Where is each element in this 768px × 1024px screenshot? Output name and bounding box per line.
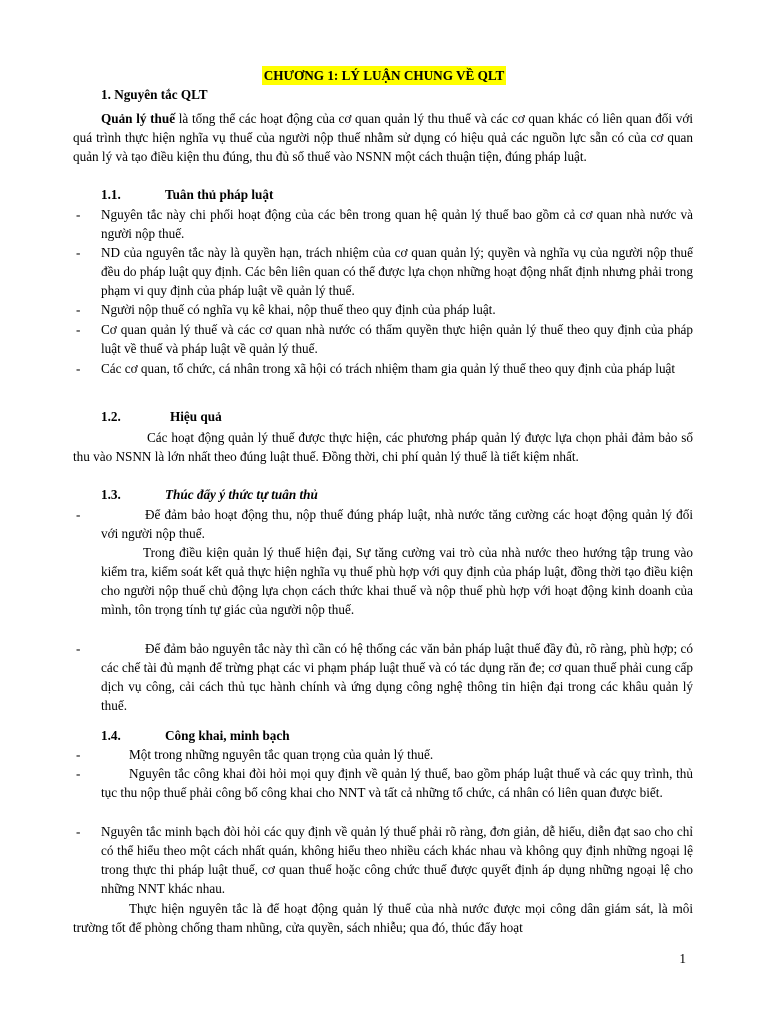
- list-item: [73, 205, 693, 243]
- section-1-3-paragraph: Trong điều kiện quản lý thuế hiện đại, Sự tăng cường vai trò của nhà nước theo hướng tập trung vào kiểm tra, kiểm soát kết quả thực hiện nghĩa vụ thuế phù hợp với quy định của pháp luật, đồng thời tạo điều kiện cho người nộp thuế chủ động lựa chọn cách thức khai thuế và nộp thuế phù hợp với hoạt động kinh doanh của mình, tôn trọng tính tự giác của người nộp thuế.: [101, 545, 693, 617]
- bullet-dash: -: [76, 302, 81, 317]
- list-item: [73, 822, 693, 898]
- section-1-2-heading: [101, 407, 721, 426]
- section-number: 1.1.: [101, 187, 121, 202]
- section-title: Hiệu quả: [170, 409, 222, 424]
- section-1-2-paragraph: Các hoạt động quản lý thuế được thực hiện, các phương pháp quản lý được lựa chọn phải đảm bảo số thu vào NSNN là lớn nhất theo đúng luật thuế. Đồng thời, chi phí quản lý thuế là tiết kiệm nhất.: [73, 430, 693, 464]
- list-item: [73, 505, 693, 543]
- list-item-text: Người nộp thuế có nghĩa vụ kê khai, nộp thuế theo quy định của pháp luật.: [101, 302, 496, 317]
- list-item: [73, 320, 693, 358]
- page-number: 1: [679, 951, 686, 966]
- chapter-title: CHƯƠNG 1: LÝ LUẬN CHUNG VỀ QLT: [263, 68, 505, 83]
- intro-bold-term: Quản lý thuế: [101, 111, 176, 126]
- bullet-dash: -: [76, 245, 81, 260]
- list-item: [73, 764, 693, 802]
- section-title: Thúc đẩy ý thức tự tuân thủ: [165, 487, 318, 502]
- section-title: Công khai, minh bạch: [165, 728, 290, 743]
- chapter-title-wrap: [0, 66, 768, 85]
- list-item: [73, 359, 693, 378]
- section-1-4-final-paragraph: Thực hiện nguyên tắc là để hoạt động quản lý thuế của nhà nước được mọi công dân giám sát, là môi trường tốt để phòng chống tham nhũng, cửa quyền, sách nhiễu; qua đó, thúc đẩy hoạt: [73, 901, 693, 935]
- list-item: [73, 243, 693, 300]
- section-1-1-heading: [101, 185, 721, 204]
- list-item-text: ND của nguyên tắc này là quyền hạn, trách nhiệm của cơ quan quản lý; quyền và nghĩa vụ của người nộp thuế đều do pháp luật quy định. Các bên liên quan có thể được lựa chọn những hoạt động nhất định nhưng phải trong phạm vi quy định của pháp luật về quản lý thuế.: [101, 245, 693, 298]
- list-item-text: Các cơ quan, tổ chức, cá nhân trong xã hội có trách nhiệm tham gia quản lý thuế theo quy định của pháp luật: [101, 361, 676, 376]
- list-item-text: Nguyên tắc này chi phối hoạt động của các bên trong quan hệ quản lý thuế bao gồm cả cơ quan nhà nước và người nộp thuế.: [101, 207, 693, 241]
- list-item-text: Nguyên tắc công khai đòi hỏi mọi quy định về quản lý thuế, bao gồm pháp luật thuế và các quy trình, thủ tục thu nộp thuế phải công bố công khai cho NNT và tất cả những tổ chức, cá nhân có liên quan được biết.: [101, 766, 693, 800]
- list-item: [73, 300, 693, 319]
- list-item-text: Một trong những nguyên tắc quan trọng của quản lý thuế.: [129, 747, 434, 762]
- bullet-dash: -: [76, 641, 81, 656]
- bullet-dash: -: [76, 361, 81, 376]
- bullet-dash: -: [76, 747, 81, 762]
- section-number: 1.3.: [101, 487, 121, 502]
- section-title: Tuân thủ pháp luật: [165, 187, 274, 202]
- bullet-dash: -: [76, 207, 81, 222]
- list-item-text: Để đảm bảo nguyên tắc này thì cần có hệ thống các văn bản pháp luật thuế đầy đủ, rõ ràng, phù hợp; có các chế tài đủ mạnh để trừng phạt các vi phạm pháp luật thuế và có tác dụng răn đe; cơ quan thuế phải cung cấp dịch vụ công, cải cách thủ tục hành chính và ứng dụng công nghệ thông tin hiện đại trong các khâu quản lý thuế.: [101, 641, 693, 713]
- bullet-dash: -: [76, 824, 81, 839]
- section-1-4-heading: [101, 726, 721, 745]
- intro-paragraph: [73, 109, 693, 166]
- section-number: 1.2.: [101, 409, 121, 424]
- list-item: [73, 639, 693, 715]
- list-item-text: Cơ quan quản lý thuế và các cơ quan nhà nước có thẩm quyền thực hiện quản lý thuế theo quy định của pháp luật về thuế và pháp luật về quản lý thuế.: [101, 322, 693, 356]
- intro-text: là tổng thể các hoạt động của cơ quan quản lý thu thuế và các cơ quan khác có liên quan đối với quá trình thực hiện nghĩa vụ thuế của người nộp thuế nhằm sử dụng có hiệu quả các nguồn lực sẵn có của cơ quan quản lý và tạo điều kiện thu đúng, thu đủ số thuế vào NSNN một cách thuận tiện, đúng pháp luật.: [73, 111, 693, 164]
- bullet-dash: -: [76, 507, 81, 522]
- heading-1: 1. Nguyên tắc QLT: [101, 87, 208, 102]
- bullet-dash: -: [76, 322, 81, 337]
- list-item-text: Nguyên tắc minh bạch đòi hỏi các quy định về quản lý thuế phải rõ ràng, đơn giản, dễ hiểu, diễn đạt sao cho chỉ có thể hiểu theo một cách nhất quán, không hiểu theo nhiều cách khác nhau và không quy định những ngoại lệ trong thực thi pháp luật thuế, cơ quan thuế hoặc công chức thuế được quyết định áp dụng những ngoại lệ cho những NNT khác nhau.: [101, 824, 693, 896]
- section-number: 1.4.: [101, 728, 121, 743]
- list-item-text: Để đảm bảo hoạt động thu, nộp thuế đúng pháp luật, nhà nước tăng cường các hoạt động quản lý đối với người nộp thuế.: [101, 507, 693, 541]
- bullet-dash: -: [76, 766, 81, 781]
- section-1-3-heading: [101, 485, 721, 504]
- list-item: [73, 745, 693, 764]
